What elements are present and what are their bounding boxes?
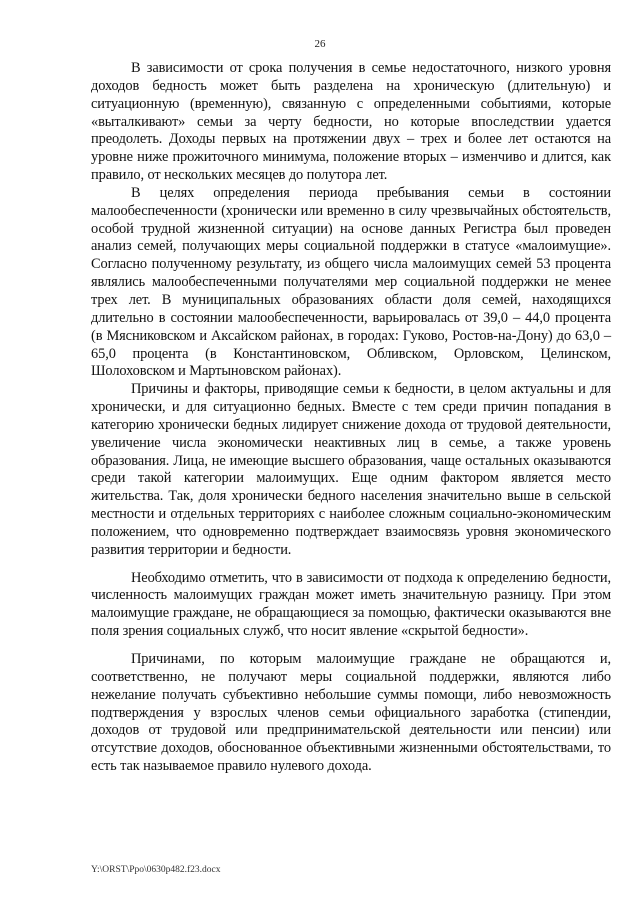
paragraph-2: В целях определения периода пребывания семьи в состоянии малообеспеченности (хронически или временно в силу чрезвычайных обстоятельств, особой трудной жизненной ситуации) на основе данных Регистра был проведен анализ семей, получающих меры социальной поддержки в статусе «малоимущие». Согласно полученному результату, из общего числа малоимущих семей 53 процента являлись малообеспеченными получателями мер социальной поддержки не менее трех лет. В муниципальных образованиях области доля семей, находящихся длительно в состоянии малообеспеченности, варьировалась от 39,0 – 44,0 процента (в Мясниковском и Аксайском районах, в городах: Гуково, Ростов-на-Дону) до 63,0 – 65,0 процента (в Константиновском, Обливском, Орловском, Целинском, Шолоховском и Мартыновском районах). (91, 184, 611, 380)
footer-file-path: Y:\ORST\Ppo\0630p482.f23.docx (91, 865, 221, 875)
paragraph-5: Причинами, по которым малоимущие граждане не обращаются и, соответственно, не получают меры социальной поддержки, являются либо нежелание получать субъективно небольшие суммы помощи, либо невозможность подтверждения у взрослых членов семьи официального заработка (стипендии, доходов от трудовой или предпринимательской деятельности или пенсии) или отсутствие доходов, обоснованное объективными жизненными обстоятельствами, то есть так называемое правило нулевого дохода. (91, 651, 611, 775)
paragraph-3: Причины и факторы, приводящие семьи к бедности, в целом актуальны и для хронически, и для ситуационно бедных. Вместе с тем среди причин попадания в категорию хронически бедных лидирует снижение дохода от трудовой деятельности, увеличение числа экономически неактивных лиц в семье, а также уровень образования. Лица, не имеющие высшего образования, чаще остальных оказываются среди такой категории малоимущих. Еще одним фактором является место жительства. Так, доля хронически бедного населения значительно выше в сельской местности и отдельных территориях с наиболее сложным социально-экономическим положением, что одновременно подтверждает взаимосвязь уровня экономического развития территории и бедности. (91, 381, 611, 558)
document-body (91, 60, 611, 776)
page-number: 26 (314, 38, 326, 50)
paragraph-4: Необходимо отметить, что в зависимости от подхода к определению бедности, численность малоимущих граждан может иметь значительную разницу. При этом малоимущие граждане, не обращающиеся за помощью, фактически оказываются вне поля зрения социальных служб, что носит явление «скрытой бедности». (91, 569, 611, 640)
paragraph-1: В зависимости от срока получения в семье недостаточного, низкого уровня доходов бедность может быть разделена на хроническую (длительную) и ситуационную (временную), связанную с определенными событиями, которые «выталкивают» семьи за черту бедности, но которые впоследствии удается преодолеть. Доходы первых на протяжении двух – трех и более лет остаются на уровне ниже прожиточного минимума, положение вторых – изменчиво и длится, как правило, от нескольких месяцев до полутора лет. (91, 60, 611, 184)
